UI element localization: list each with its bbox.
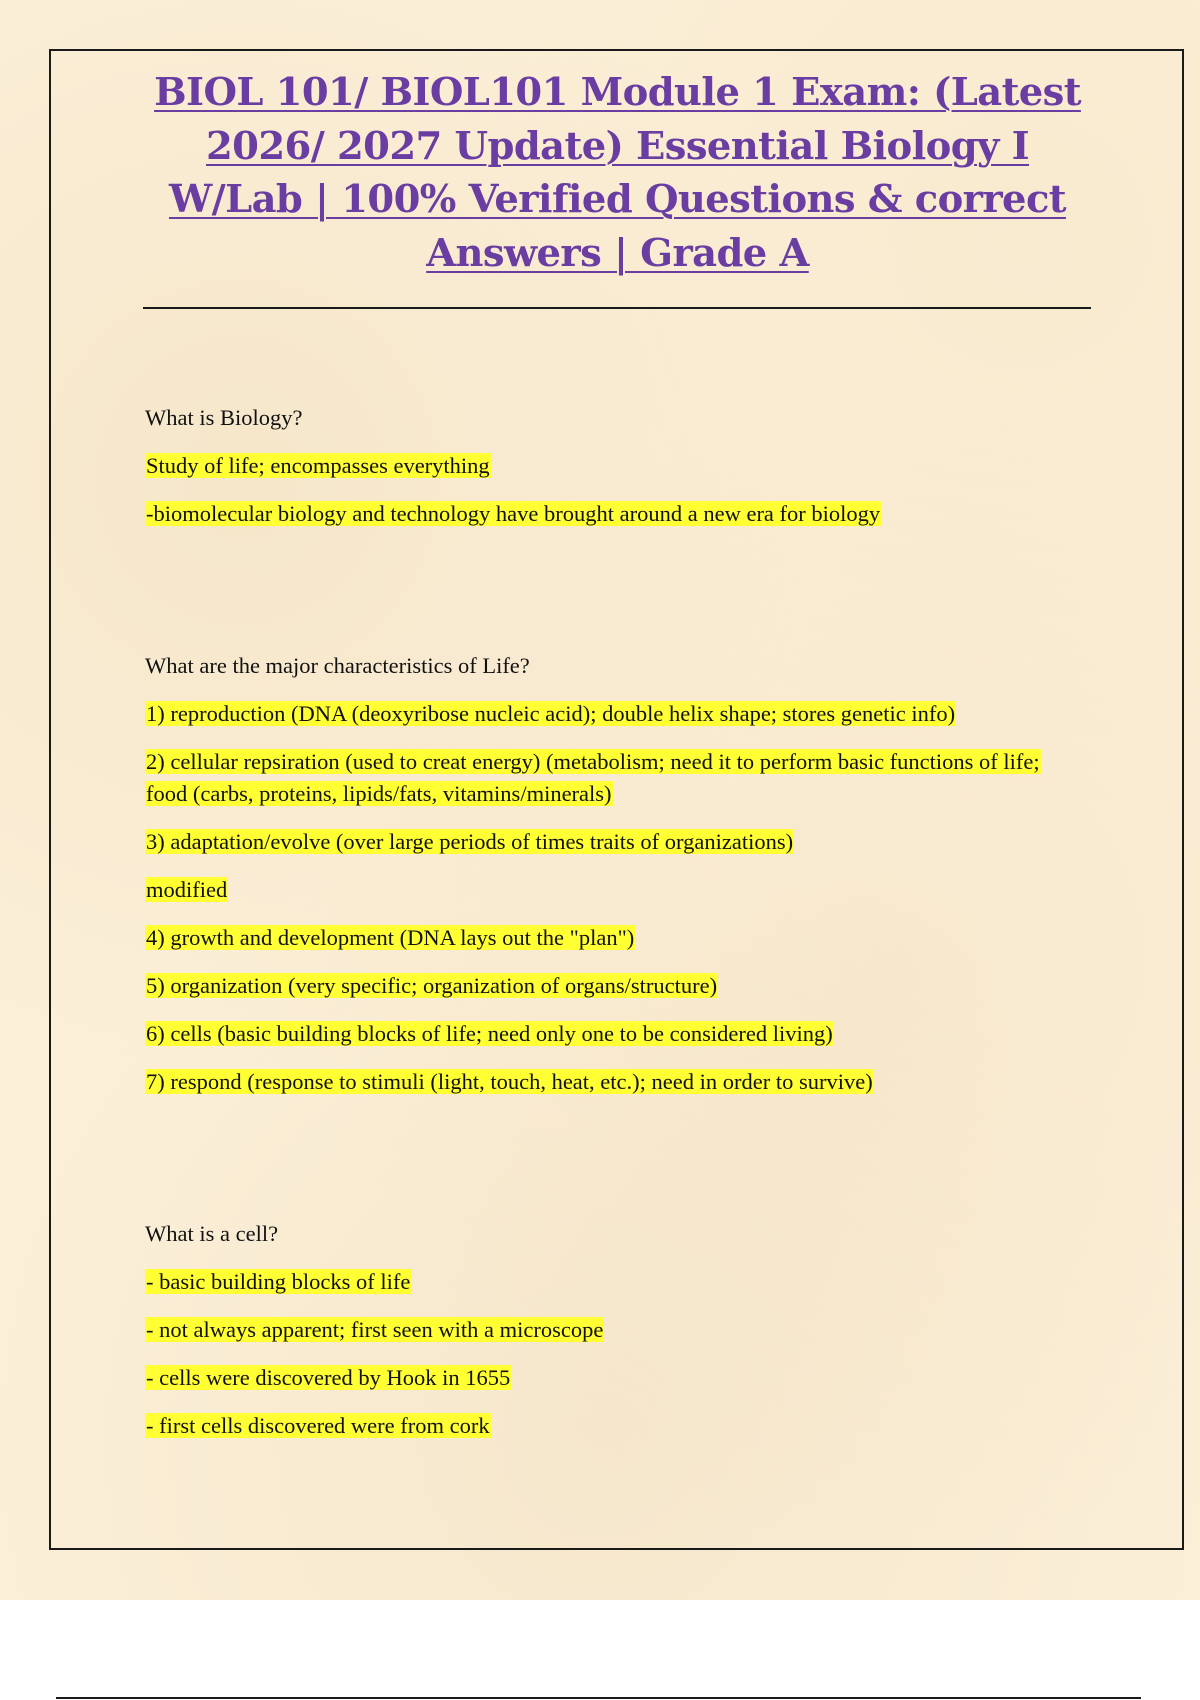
question-text: What is Biology? — [145, 405, 303, 430]
answer-line — [145, 1066, 1085, 1098]
answer-highlight: 7) respond (response to stimuli (light, touch, heat, etc.); need in order to survive) — [146, 1069, 873, 1094]
answer-line — [145, 1314, 1085, 1346]
qa-content — [145, 402, 1085, 1458]
answer-line — [145, 826, 1085, 858]
answer-line — [145, 1018, 1085, 1050]
answer-highlight: 2) cellular repsiration (used to creat energy) (metabolism; need it to perform basic functions of life; food (carbs, proteins, lipids/fats, vitamins/minerals) — [146, 749, 1040, 806]
answer-highlight: 4) growth and development (DNA lays out the "plan") — [146, 925, 635, 950]
answer-line — [145, 450, 1085, 482]
answer-highlight: -biomolecular biology and technology have brought around a new era for biology — [146, 501, 881, 526]
spacer — [145, 546, 1085, 650]
answer-line — [145, 746, 1085, 810]
page-bottom-divider — [56, 1697, 1141, 1699]
answer-line — [145, 498, 1085, 530]
answer-line — [145, 1362, 1085, 1394]
document-title: BIOL 101/ BIOL101 Module 1 Exam: (Latest 2026/ 2027 Update) Essential Biology I W/Lab | 100% Verified Questions & correct Answers | Grade A — [154, 70, 1081, 276]
answer-line — [145, 1410, 1085, 1442]
title-divider — [143, 307, 1091, 309]
qa-block-cell — [145, 1218, 1085, 1442]
spacer — [145, 1114, 1085, 1218]
answer-highlight: 6) cells (basic building blocks of life; need only one to be considered living) — [146, 1021, 833, 1046]
question-text: What is a cell? — [145, 1221, 279, 1246]
answer-highlight: - not always apparent; first seen with a microscope — [146, 1317, 604, 1342]
answer-highlight: - basic building blocks of life — [146, 1269, 411, 1294]
qa-block-characteristics — [145, 650, 1085, 1098]
answer-highlight: 1) reproduction (DNA (deoxyribose nucleic acid); double helix shape; stores genetic info) — [146, 701, 956, 726]
qa-block-biology — [145, 402, 1085, 530]
answer-line — [145, 698, 1085, 730]
answer-line — [145, 970, 1085, 1002]
answer-line — [145, 874, 1085, 906]
answer-line — [145, 1266, 1085, 1298]
answer-highlight: - first cells discovered were from cork — [146, 1413, 490, 1438]
answer-highlight: - cells were discovered by Hook in 1655 — [146, 1365, 511, 1390]
answer-highlight: 5) organization (very specific; organization of organs/structure) — [146, 973, 718, 998]
answer-line — [145, 922, 1085, 954]
question-text: What are the major characteristics of Life? — [145, 653, 530, 678]
answer-highlight: modified — [146, 877, 228, 902]
answer-highlight: 3) adaptation/evolve (over large periods of times traits of organizations) — [146, 829, 794, 854]
answer-highlight: Study of life; encompasses everything — [146, 453, 490, 478]
